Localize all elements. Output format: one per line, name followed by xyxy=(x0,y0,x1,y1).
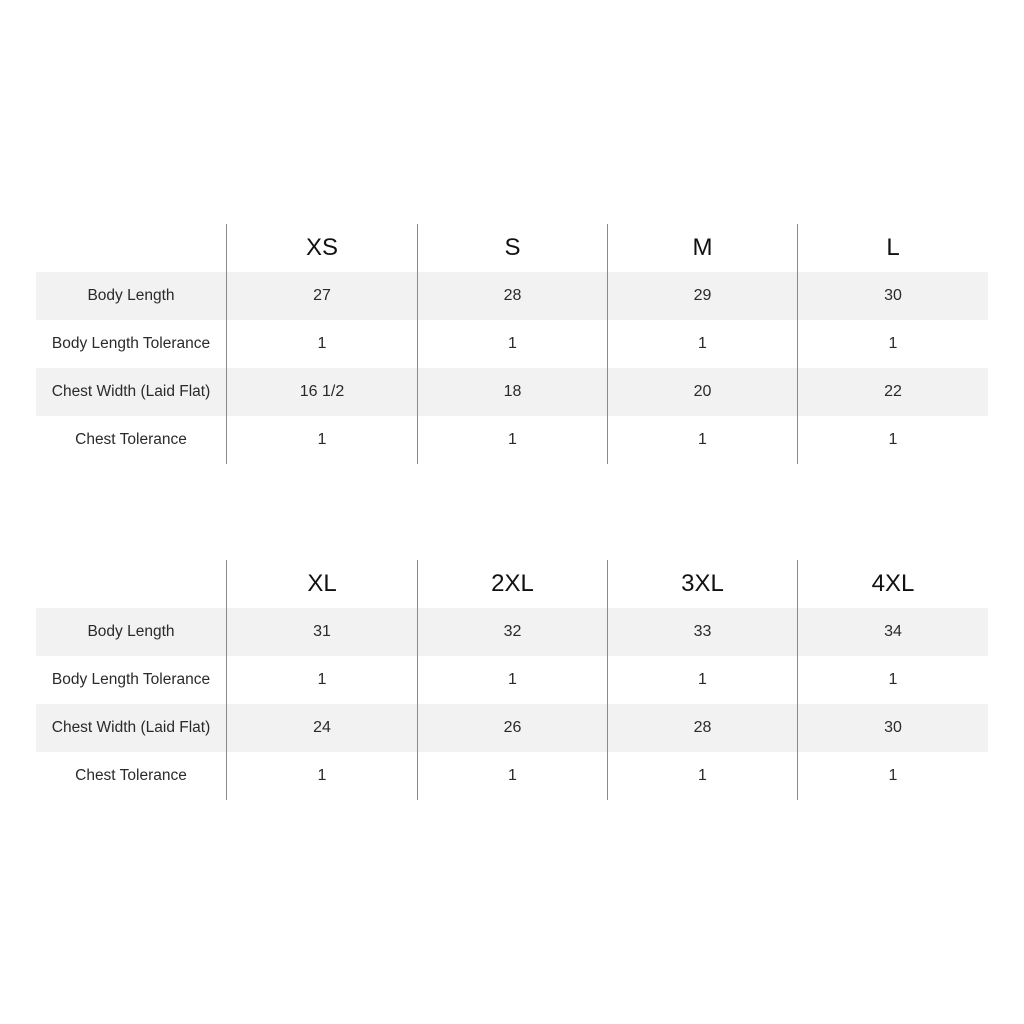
table-row xyxy=(36,704,988,752)
table-cell: 1 xyxy=(797,752,988,800)
table-cell: 1 xyxy=(226,752,417,800)
table-cell: 24 xyxy=(226,704,417,752)
table-row xyxy=(36,416,988,464)
size-header: M xyxy=(607,224,797,272)
size-chart-table-xl-4xl xyxy=(36,560,988,800)
table-cell: 31 xyxy=(226,608,417,656)
size-header: XL xyxy=(226,560,417,608)
table-header-row xyxy=(36,224,988,272)
table-cell: 1 xyxy=(417,320,607,368)
size-header: 3XL xyxy=(607,560,797,608)
table-cell: 1 xyxy=(797,416,988,464)
row-label: Body Length Tolerance xyxy=(51,671,211,688)
table-cell: 1 xyxy=(417,416,607,464)
table-cell: 29 xyxy=(607,272,797,320)
size-header: 2XL xyxy=(417,560,607,608)
table-cell: 34 xyxy=(797,608,988,656)
table-cell: 20 xyxy=(607,368,797,416)
table-row xyxy=(36,320,988,368)
header-corner-cell xyxy=(36,224,226,272)
table-cell: 1 xyxy=(607,656,797,704)
row-label: Chest Width (Laid Flat) xyxy=(51,383,211,400)
table-cell: 1 xyxy=(226,416,417,464)
table-cell: 1 xyxy=(226,320,417,368)
table-cell: 1 xyxy=(607,320,797,368)
row-label: Body Length xyxy=(87,623,175,640)
table-cell: 28 xyxy=(417,272,607,320)
header-corner-cell xyxy=(36,560,226,608)
table-cell: 33 xyxy=(607,608,797,656)
table-cell: 1 xyxy=(797,656,988,704)
table-row xyxy=(36,368,988,416)
table-cell: 30 xyxy=(797,704,988,752)
row-label: Body Length xyxy=(87,287,175,304)
table-cell: 32 xyxy=(417,608,607,656)
size-header: S xyxy=(417,224,607,272)
table-row xyxy=(36,752,988,800)
table-cell: 1 xyxy=(607,752,797,800)
table-cell: 1 xyxy=(607,416,797,464)
size-chart-table-xs-l xyxy=(36,224,988,464)
table-row xyxy=(36,656,988,704)
row-label: Body Length Tolerance xyxy=(51,335,211,352)
table-cell: 16 1/2 xyxy=(226,368,417,416)
row-label: Chest Tolerance xyxy=(75,767,187,784)
table-cell: 22 xyxy=(797,368,988,416)
table-cell: 1 xyxy=(226,656,417,704)
table-cell: 1 xyxy=(797,320,988,368)
row-label: Chest Width (Laid Flat) xyxy=(51,719,211,736)
table-cell: 30 xyxy=(797,272,988,320)
size-header: 4XL xyxy=(797,560,988,608)
size-header: L xyxy=(797,224,988,272)
table-cell: 18 xyxy=(417,368,607,416)
row-label: Chest Tolerance xyxy=(75,431,187,448)
table-cell: 26 xyxy=(417,704,607,752)
table-cell: 1 xyxy=(417,752,607,800)
size-header: XS xyxy=(226,224,417,272)
table-row xyxy=(36,608,988,656)
table-row xyxy=(36,272,988,320)
table-cell: 27 xyxy=(226,272,417,320)
table-cell: 28 xyxy=(607,704,797,752)
table-cell: 1 xyxy=(417,656,607,704)
table-header-row xyxy=(36,560,988,608)
